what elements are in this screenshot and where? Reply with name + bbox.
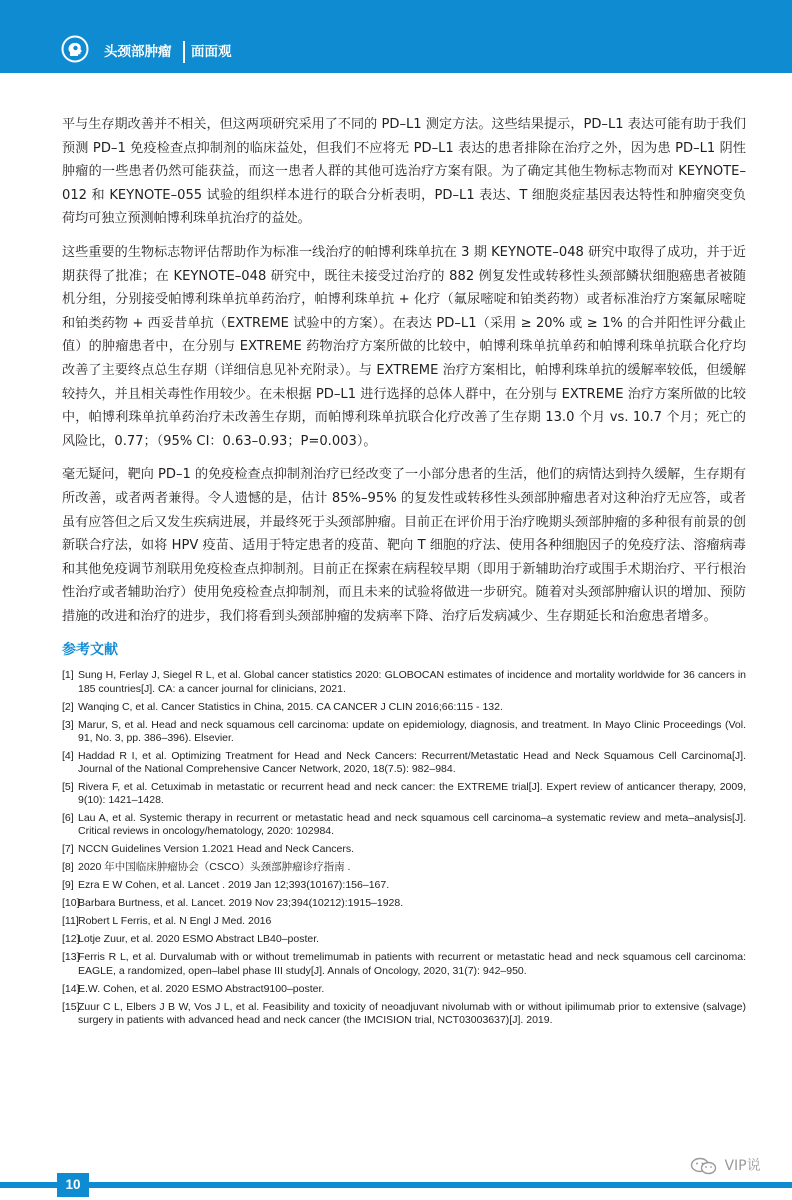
reference-item <box>62 915 746 928</box>
reference-item <box>62 843 746 856</box>
reference-number: [5] <box>62 781 74 794</box>
reference-item <box>62 750 746 776</box>
reference-number: [10] <box>62 897 80 910</box>
reference-number: [11] <box>62 915 79 928</box>
reference-text: Zuur C L, Elbers J B W, Vos J L, et al. Feasibility and toxicity of neoadjuvant nivolumab with or without ipilimumab prior to extensive (salvage) surgery in patients with advanced head and neck cancer (the IMCISION trial, NCT03003637)[J]. 2019. <box>78 1000 746 1026</box>
reference-text: 2020 年中国临床肿瘤协会（CSCO）头颈部肿瘤诊疗指南 . <box>78 861 351 874</box>
page-number: 10 <box>57 1173 89 1197</box>
reference-item <box>62 669 746 695</box>
reference-number: [13] <box>62 951 80 964</box>
page-header <box>0 0 792 73</box>
reference-text: Lau A, et al. Systemic therapy in recurrent or metastatic head and neck squamous cell carcinoma–a systematic review and meta–analysis[J]. Critical reviews in oncology/hematology, 2020: 102984. <box>78 812 746 838</box>
reference-text: Sung H, Ferlay J, Siegel R L, et al. Global cancer statistics 2020: GLOBOCAN estimates of incidence and mortality worldwide for 36 cancers in 185 countries[J]. CA: a cancer journal for clinicians, 2021. <box>78 669 746 695</box>
header-subtitle: 面面观 <box>191 44 232 60</box>
paragraph: 平与生存期改善并不相关，但这两项研究采用了不同的 PD–L1 测定方法。这些结果提示，PD–L1 表达可能有助于我们预测 PD–1 免疫检查点抑制剂的临床益处，但我们不应将无 PD–L1 表达的患者排除在治疗之外，因为患 PD–L1 阴性肿瘤的一些患者仍然可能获益，而这一患者人群的其他可选治疗方案有限。为了确定其他生物标志物而对 KEYNOTE–012 和 KEYNOTE–055 试验的组织样本进行的联合分析表明，PD–L1 表达、T 细胞炎症基因表达特性和肿瘤突变负荷均可独立预测帕博利珠单抗治疗的益处。 <box>62 117 746 227</box>
article-body <box>62 113 746 1032</box>
reference-number: [2] <box>62 700 74 713</box>
reference-item <box>62 812 746 838</box>
reference-number: [15] <box>62 1000 80 1013</box>
reference-number: [6] <box>62 812 74 825</box>
reference-number: [4] <box>62 749 74 762</box>
reference-item <box>62 719 746 745</box>
reference-text: NCCN Guidelines Version 1.2021 Head and Neck Cancers. <box>78 843 355 856</box>
references-heading: 参考文献 <box>62 642 118 659</box>
reference-text: Ferris R L, et al. Durvalumab with or without tremelimumab in patients with recurrent or metastatic head and neck squamous cell carcinoma: EAGLE, a randomized, open–label phase III study[J]. Annals of Oncology, 2020, 31(7): 942–950. <box>78 951 746 977</box>
reference-number: [9] <box>62 879 74 892</box>
reference-item <box>62 701 746 714</box>
reference-list <box>62 669 746 1027</box>
reference-item <box>62 897 746 910</box>
watermark-text: VIP说 <box>724 1158 761 1174</box>
reference-item <box>62 781 746 807</box>
reference-number: [12] <box>62 933 80 946</box>
reference-item <box>62 1001 746 1027</box>
header-title: 头颈部肿瘤 <box>104 44 172 60</box>
wechat-icon <box>690 1157 718 1175</box>
reference-item <box>62 951 746 977</box>
reference-item <box>62 879 746 892</box>
reference-item <box>62 933 746 946</box>
reference-number: [8] <box>62 861 74 874</box>
reference-text: Wanqing C, et al. Cancer Statistics in China, 2015. CA CANCER J CLIN 2016;66:115 - 132. <box>78 700 503 713</box>
reference-number: [14] <box>62 982 80 995</box>
reference-item <box>62 861 746 874</box>
reference-text: Haddad R I, et al. Optimizing Treatment for Head and Neck Cancers: Recurrent/Metastatic Head and Neck Squamous Cell Carcinoma[J]. Journal of the National Comprehensive Cancer Network, 2020, 18(7.5): 982–984. <box>78 749 746 776</box>
reference-text: Rivera F, et al. Cetuximab in metastatic or recurrent head and neck cancer: the EXTREME trial[J]. Expert review of anticancer therapy, 2009, 9(10): 1421–1428. <box>78 781 746 807</box>
reference-text: E.W. Cohen, et al. 2020 ESMO Abstract9100–poster. <box>78 982 325 995</box>
reference-number: [1] <box>62 669 74 682</box>
paragraph: 毫无疑问，靶向 PD–1 的免疫检查点抑制剂治疗已经改变了一小部分患者的生活，他们的病情达到持久缓解，生存期有所改善，或者两者兼得。令人遗憾的是，估计 85%–95% 的复发性或转移性头颈部肿瘤患者对这种治疗无应答，或者虽有应答但之后又发生疾病进展，并最终死于头颈部肿瘤。目前正在评价用于治疗晚期头颈部肿瘤的多种很有前景的创新联合疗法，如将 HPV 疫苗、适用于特定患者的疫苗、靶向 T 细胞的疗法、使用各种细胞因子的免疫疗法、溶瘤病毒和其他免疫调节剂联用免疫检查点抑制剂。目前正在探索在病程较早期（即用于新辅助治疗或围手术期治疗、平行根治性治疗或者辅助治疗）使用免疫检查点抑制剂，而且未来的试验将做进一步研究。随着对头颈部肿瘤认识的增加、预防措施的改进和治疗的进步，我们将看到头颈部肿瘤的发病率下降、治疗后发病减少、生存期延长和治愈患者增多。 <box>62 467 746 624</box>
reference-text: Barbara Burtness, et al. Lancet. 2019 Nov 23;394(10212):1915–1928. <box>78 897 404 910</box>
reference-number: [7] <box>62 843 74 856</box>
reference-text: Ezra E W Cohen, et al. Lancet . 2019 Jan 12;393(10167):156–167. <box>78 879 390 892</box>
paragraph: 这些重要的生物标志物评估帮助作为标准一线治疗的帕博利珠单抗在 3 期 KEYNOTE–048 研究中取得了成功，并于近期获得了批准；在 KEYNOTE–048 研究中，既往未接受过治疗的 882 例复发性或转移性头颈部鳞状细胞癌患者被随机分组，分别接受帕博利珠单抗单药治疗，帕博利珠单抗 + 化疗（氟尿嘧啶和铂类药物）或者标准治疗方案氟尿嘧啶和铂类药物 + 西妥昔单抗（EXTREME 试验中的方案）。在表达 PD–L1（采用 ≥ 20% 或 ≥ 1% 的合并阳性评分截止值）的肿瘤患者中，在分别与 EXTREME 药物治疗方案所做的比较中，帕博利珠单抗单药和帕博利珠单抗联合化疗均改善了主要终点总生存期（详细信息见补充附录）。与 EXTREME 治疗方案相比，帕博利珠单抗的缓解率较低，但缓解较持久，并且相关毒性作用较少。在未根据 PD–L1 进行选择的总体人群中，在分别与 EXTREME 治疗方案所做的比较中，帕博利珠单抗单药治疗未改善生存期，而帕博利珠单抗联合化疗改善了生存期 13.0 个月 vs. 10.7 个月；死亡的风险比，0.77；（95% CI：0.63–0.93；P=0.003）。 <box>62 244 746 449</box>
header-divider <box>183 41 185 63</box>
reference-item <box>62 983 746 996</box>
reference-text: Marur, S, et al. Head and neck squamous cell carcinoma: update on epidemiology, diagnosis, and treatment. In Mayo Clinic Proceedings (Vol. 91, No. 3, pp. 386–396). Elsevier. <box>78 718 746 744</box>
wechat-watermark <box>690 1155 761 1177</box>
reference-number: [3] <box>62 718 74 731</box>
reference-text: Lotje Zuur, et al. 2020 ESMO Abstract LB40–poster. <box>78 933 320 946</box>
footer-bar <box>0 1182 792 1188</box>
reference-text: Robert L Ferris, et al. N Engl J Med. 2016 <box>78 915 272 928</box>
head-profile-icon <box>61 35 89 63</box>
